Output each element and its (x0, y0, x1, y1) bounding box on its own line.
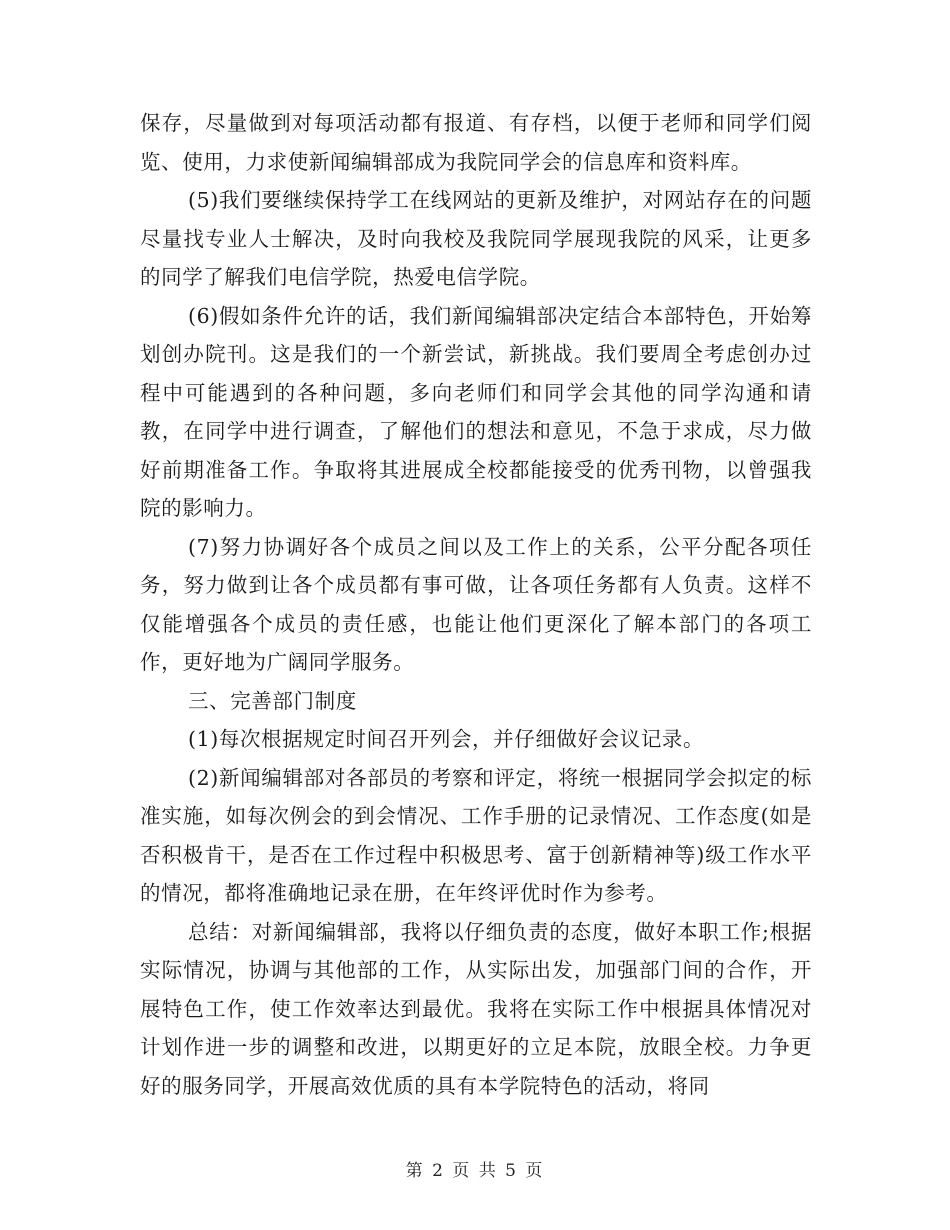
paragraph-intro-continued: 保存，尽量做到对每项活动都有报道、有存档，以便于老师和同学们阅览、使用，力求使新闻编辑部成为我院同学会的信息库和资料库。 (140, 111, 812, 174)
paragraph-item-7: (7)努力协调好各个成员之间以及工作上的关系，公平分配各项任务，努力做到让各个成员都有事可做，让各项任务都有人负责。这样不仅能增强各个成员的责任感，也能让他们更深化了解本部门的各项工作，更好地为广阔同学服务。 (140, 534, 812, 674)
paragraph-rule-1: (1)每次根据规定时间召开列会，并仔细做好会议记录。 (188, 727, 705, 751)
paragraph-summary: 总结：对新闻编辑部，我将以仔细负责的态度，做好本职工作;根据实际情况，协调与其他部的工作，从实际出发，加强部门间的合作，开展特色工作，使工作效率达到最优。我将在实际工作中根据具体情况对计划作进一步的调整和改进，以期更好的立足本院，放眼全校。力争更好的服务同学，开展高效优质的具有本学院特色的活动，将同 (140, 919, 812, 1098)
section-heading-3: 三、完善部门制度 (188, 688, 357, 713)
page-footer: 第 2 页 共 5 页 (405, 1161, 545, 1181)
paragraph-rule-2: (2)新闻编辑部对各部员的考察和评定，将统一根据同学会拟定的标准实施，如每次例会的到会情况、工作手册的记录情况、工作态度(如是否积极肯干，是否在工作过程中积极思考、富于创新精神等)级工作水平的情况，都将准确地记录在册，在年终评优时作为参考。 (140, 765, 812, 905)
paragraph-item-5: (5)我们要继续保持学工在线网站的更新及维护，对网站存在的问题尽量找专业人士解决，及时向我校及我院同学展现我院的风采，让更多的同学了解我们电信学院，热爱电信学院。 (140, 188, 812, 289)
paragraph-item-6: (6)假如条件允许的话，我们新闻编辑部决定结合本部特色，开始筹划创办院刊。这是我们的一个新尝试，新挑战。我们要周全考虑创办过程中可能遇到的各种问题，多向老师们和同学会其他的同学沟通和请教，在同学中进行调查，了解他们的想法和意见，不急于求成，尽力做好前期准备工作。争取将其进展成全校都能接受的优秀刊物，以曾强我院的影响力。 (140, 303, 812, 520)
document-body (140, 104, 812, 1105)
